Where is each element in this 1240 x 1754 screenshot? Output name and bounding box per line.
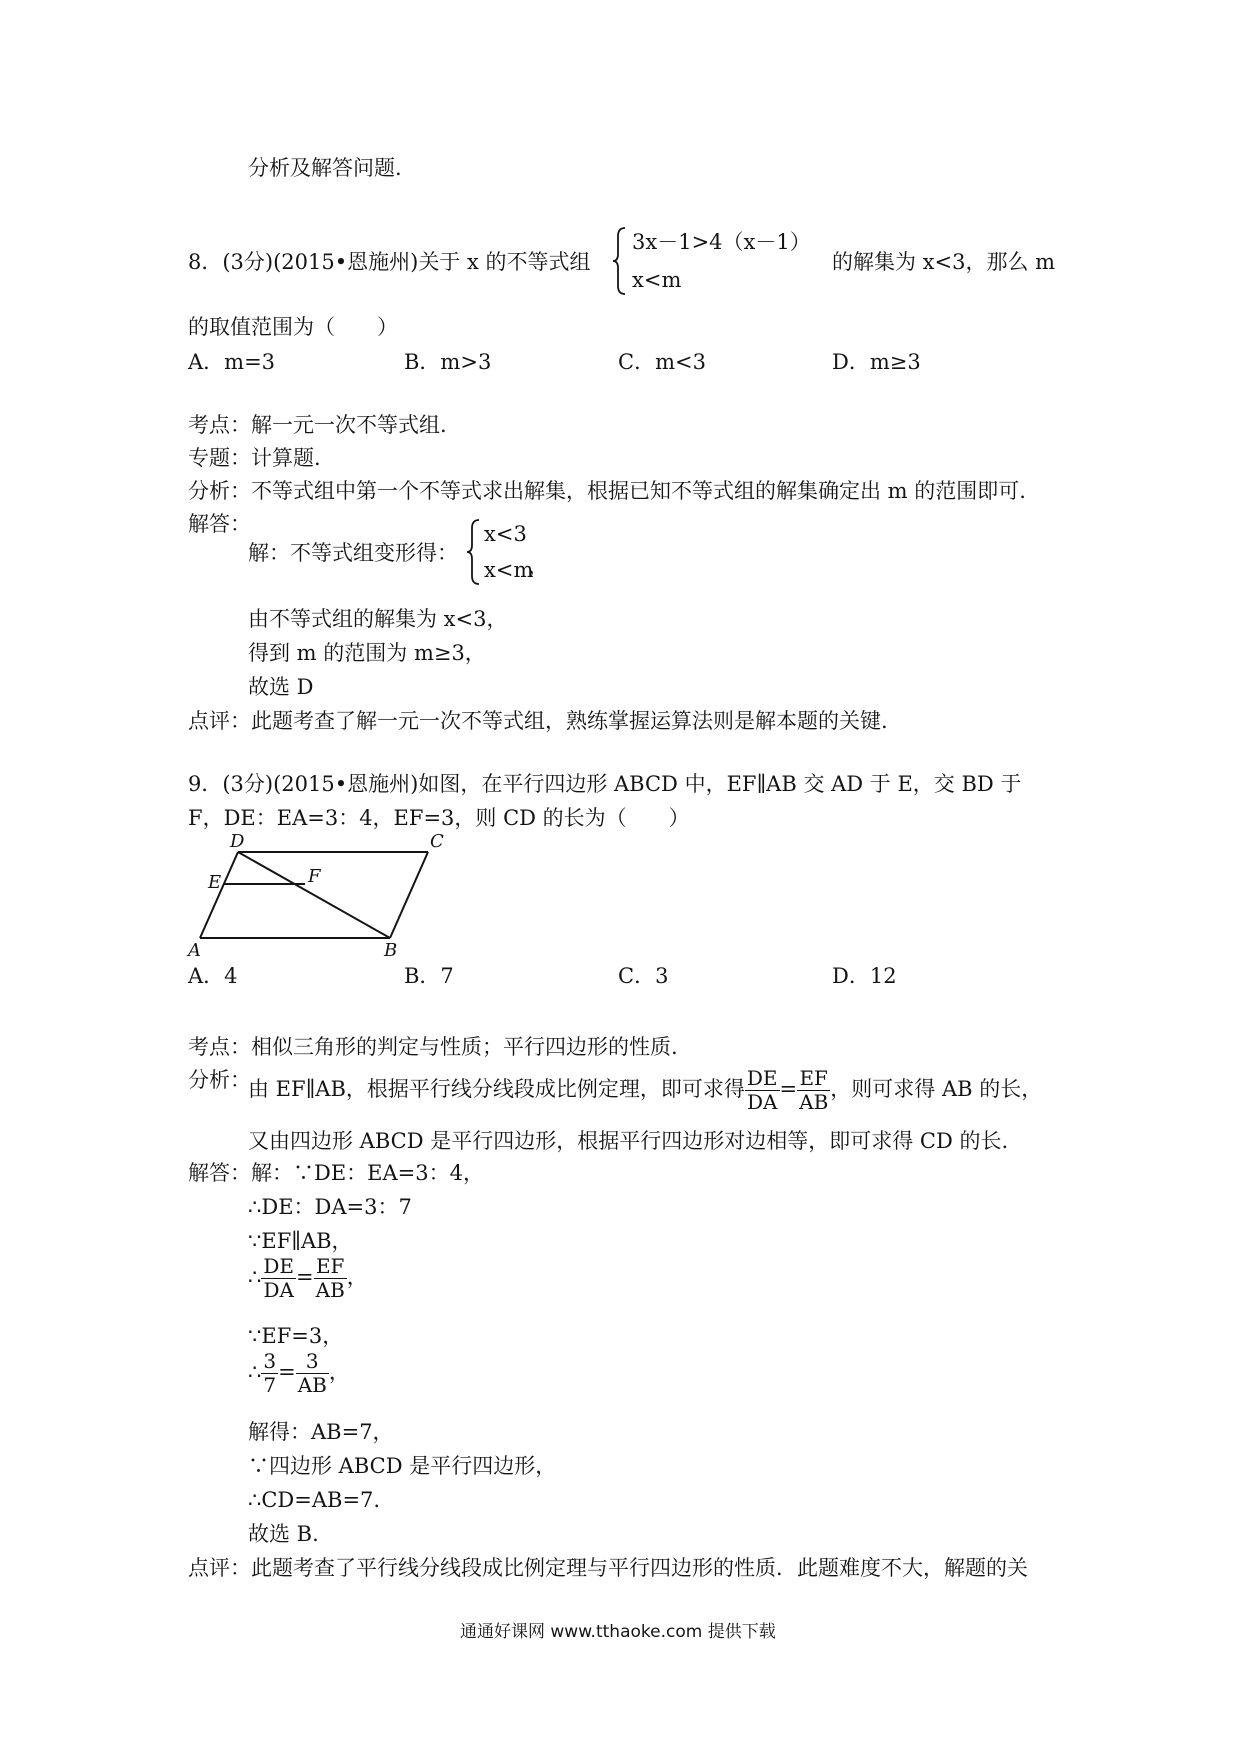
q9-step9: 故选 B. [248,1522,319,1546]
q9-step6: 解得：AB=7， [248,1420,394,1444]
q9-step2: ∵EF∥AB， [248,1229,353,1253]
fraction-ef-ab: $\frac{EF}{AB}$ [799,1066,829,1114]
parallelogram-figure [180,832,460,962]
q9-dianping: 点评：此题考查了平行线分线段成比例定理与平行四边形的性质．此题难度不大，解题的关 [188,1556,1028,1580]
q9-step3: ∴ $\frac{DE}{DA}$ = $\frac{EF}{AB}$ ， [248,1254,368,1302]
q9-jieda: 解答：解：∵DE：EA=3：4， [188,1161,484,1185]
q8-stem-prefix: 8．(3分)(2015•恩施州)关于 x 的不等式组 [188,250,591,274]
q8-solution-system [466,518,576,588]
q8-zhuanti: 专题：计算题. [188,446,321,470]
q8-system-line2: x<m [632,268,682,292]
segment-cb [390,852,428,938]
q8-stem-line2: 的取值范围为（ ） [188,315,398,339]
fraction-de-da: $\frac{DE}{DA}$ [746,1066,778,1114]
q9-stem-line1: 9．(3分)(2015•恩施州)如图，在平行四边形 ABCD 中，EF∥AB 交 AD 于 E，交 BD 于 [188,772,1022,796]
q8-solution-system-line1: x<3 [484,522,527,546]
q9-fenxi-line2: 又由四边形 ABCD 是平行四边形，根据平行四边形对边相等，即可求得 CD 的长. [248,1129,1009,1153]
q9-step5: ∴ $\frac{3}{7}$ = $\frac{3}{AB}$ ， [248,1349,350,1397]
q9-step7: ∵四边形 ABCD 是平行四边形， [248,1454,557,1478]
q9-option-d[interactable]: D．12 [832,964,897,988]
q9-step8: ∴CD=AB=7. [248,1488,381,1512]
left-brace-icon [612,226,628,296]
label-b: B [384,940,398,961]
q8-system-line1: 3x－1>4（x－1） [632,230,811,254]
intro-text: 分析及解答问题. [248,156,402,180]
label-e: E [208,872,222,893]
left-brace-icon [466,518,482,586]
q8-option-c[interactable]: C．m<3 [618,350,706,374]
q8-dianping: 点评：此题考查了解一元一次不等式组，熟练掌握运算法则是解本题的关键. [188,709,888,733]
q8-option-a[interactable]: A．m=3 [188,350,276,374]
q9-stem-line2: F，DE：EA=3：4，EF=3，则 CD 的长为（ ） [188,806,690,830]
q9-kaodian: 考点：相似三角形的判定与性质；平行四边形的性质. [188,1035,678,1059]
fraction-de-da: $\frac{DE}{DA}$ [263,1254,295,1302]
label-a: A [188,940,201,961]
footer-download-note: 通通好课网 www.tthaoke.com 提供下载 [460,1622,776,1642]
fraction-3-ab: $\frac{3}{AB}$ [297,1349,327,1397]
q9-option-a[interactable]: A．4 [188,964,238,988]
label-d: D [230,832,245,852]
q8-stem-suffix: 的解集为 x<3，那么 m [832,250,1056,274]
q8-jieda-label: 解答： [188,512,251,536]
label-f: F [308,866,321,887]
q8-solution-line3: 得到 m 的范围为 m≥3， [248,641,486,665]
q9-option-c[interactable]: C．3 [618,964,669,988]
q8-inequality-system [612,226,832,296]
q8-solution-comma: ， [528,554,549,578]
q9-fenxi-pre: 由 EF∥AB，根据平行线分线段成比例定理，即可求得 [248,1077,745,1101]
q9-fenxi-post: ，则可求得 AB 的长， [830,1077,1043,1101]
segment-ad [200,852,238,938]
fraction-3-7: $\frac{3}{7}$ [263,1349,277,1397]
q8-solution-prefix: 解：不等式组变形得： [248,541,458,565]
q8-solution-line4: 故选 D [248,675,314,699]
q9-fenxi-line1: 由 EF∥AB，根据平行线分线段成比例定理，即可求得 $\frac{DE}{DA}$ = $\frac{EF}{AB}$ ，则可求得 AB 的长， [248,1066,1043,1114]
q8-kaodian: 考点：解一元一次不等式组. [188,413,447,437]
q8-option-b[interactable]: B．m>3 [404,350,492,374]
q9-fenxi-label: 分析： [188,1068,251,1092]
q9-step1: ∴DE：DA=3：7 [248,1195,412,1219]
q8-solution-line2: 由不等式组的解集为 x<3， [248,607,508,631]
fraction-ef-ab: $\frac{EF}{AB}$ [315,1254,345,1302]
segment-db [238,852,390,938]
q8-option-d[interactable]: D．m≥3 [832,350,921,374]
q8-solution-system-line2: x<m [484,558,534,582]
q8-fenxi: 分析：不等式组中第一个不等式求出解集，根据已知不等式组的解集确定出 m 的范围即可. [188,479,1026,503]
q9-step4: ∵EF=3， [248,1324,344,1348]
label-c: C [430,832,444,852]
q9-option-b[interactable]: B．7 [404,964,454,988]
